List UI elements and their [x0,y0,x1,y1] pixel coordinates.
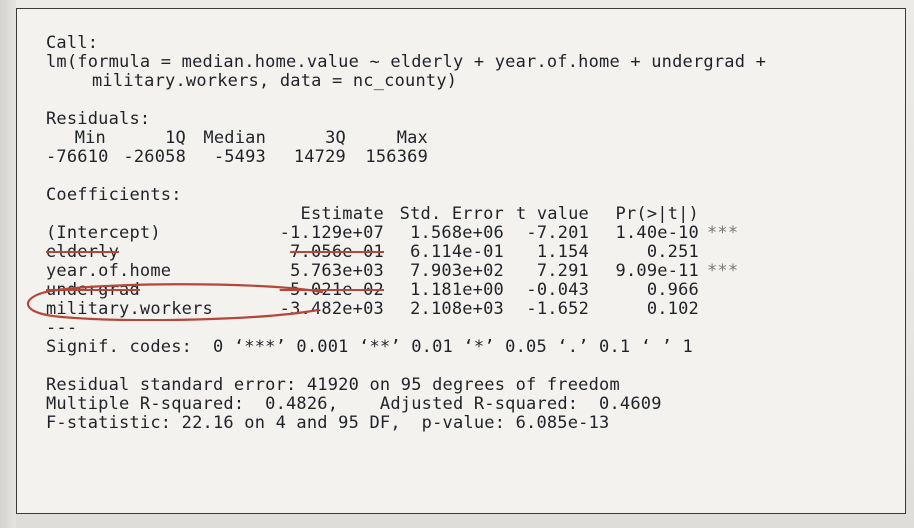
coef-header-estimate: Estimate [300,204,384,224]
residuals-label: Residuals: [46,109,151,129]
coef-signif: *** [707,261,739,281]
coef-header-p-value: Pr(>|t|) [615,204,699,224]
residuals-header-max: Max [396,128,428,148]
coefficients-header-row [46,205,766,224]
residuals-1q: -26058 [123,147,186,167]
f-statistic: F-statistic: 22.16 on 4 and 95 DF, p-value: 6.085e-13 [46,413,610,433]
coef-name: military.workers [46,299,213,319]
coef-name: elderly [46,242,120,262]
coef-name: undergrad [46,280,140,300]
coef-row-military-workers [46,300,766,319]
coef-t-value: 7.291 [536,261,589,281]
coef-std-error: 2.108e+03 [410,299,504,319]
coef-row-year-of-home [46,262,766,281]
coef-estimate: -3.482e+03 [279,299,384,319]
residuals-values-row [46,148,766,167]
coef-t-value: 1.154 [536,242,589,262]
coef-header-t-value: t value [515,204,589,224]
coef-header-std-error: Std. Error [399,204,504,224]
coef-signif: *** [707,223,739,243]
coef-p-value: 0.251 [646,242,699,262]
coef-row-elderly [46,243,766,262]
residuals-header-min: Min [74,128,106,148]
residuals-header-3q: 3Q [325,128,346,148]
coef-p-value: 9.09e-11 [615,261,699,281]
residuals-header-1q: 1Q [165,128,186,148]
coef-std-error: 7.903e+02 [410,261,504,281]
coef-std-error: 1.181e+00 [410,280,504,300]
coef-std-error: 1.568e+06 [410,223,504,243]
residuals-3q: 14729 [293,147,346,167]
coef-t-value: -7.201 [526,223,589,243]
coef-estimate: -1.129e+07 [279,223,384,243]
coef-t-value: -0.043 [526,280,589,300]
paper-edge [0,0,16,528]
residual-standard-error: Residual standard error: 41920 on 95 degrees of freedom [46,375,620,395]
coef-p-value: 0.966 [646,280,699,300]
coef-name: (Intercept) [46,223,161,243]
call-label: Call: [46,33,99,53]
coef-p-value: 1.40e-10 [615,223,699,243]
coef-row-undergrad [46,281,766,300]
residuals-max: 156369 [365,147,428,167]
coefficients-label: Coefficients: [46,185,182,205]
separator: --- [46,318,78,338]
coef-row-intercept [46,224,766,243]
coef-estimate: 7.056e-01 [290,242,384,262]
coef-p-value: 0.102 [646,299,699,319]
r-squared: Multiple R-squared: 0.4826, Adjusted R-squared: 0.4609 [46,394,662,414]
coef-name: year.of.home [46,261,172,281]
residuals-min: -76610 [46,147,109,167]
residuals-header-row [46,129,766,148]
coef-estimate: 5.763e+03 [290,261,384,281]
call-formula-line-1: lm(formula = median.home.value ~ elderly + year.of.home + undergrad + [46,52,767,72]
residuals-header-median: Median [203,128,266,148]
signif-codes: Signif. codes: 0 ‘***’ 0.001 ‘**’ 0.01 ‘*’ 0.05 ‘.’ 0.1 ‘ ’ 1 [46,337,693,357]
call-formula-line-2: military.workers, data = nc_county) [92,71,458,91]
coef-estimate: -5.021e-02 [279,280,384,300]
regression-output [46,34,766,433]
coef-std-error: 6.114e-01 [410,242,504,262]
coef-t-value: -1.652 [526,299,589,319]
residuals-median: -5493 [213,147,266,167]
